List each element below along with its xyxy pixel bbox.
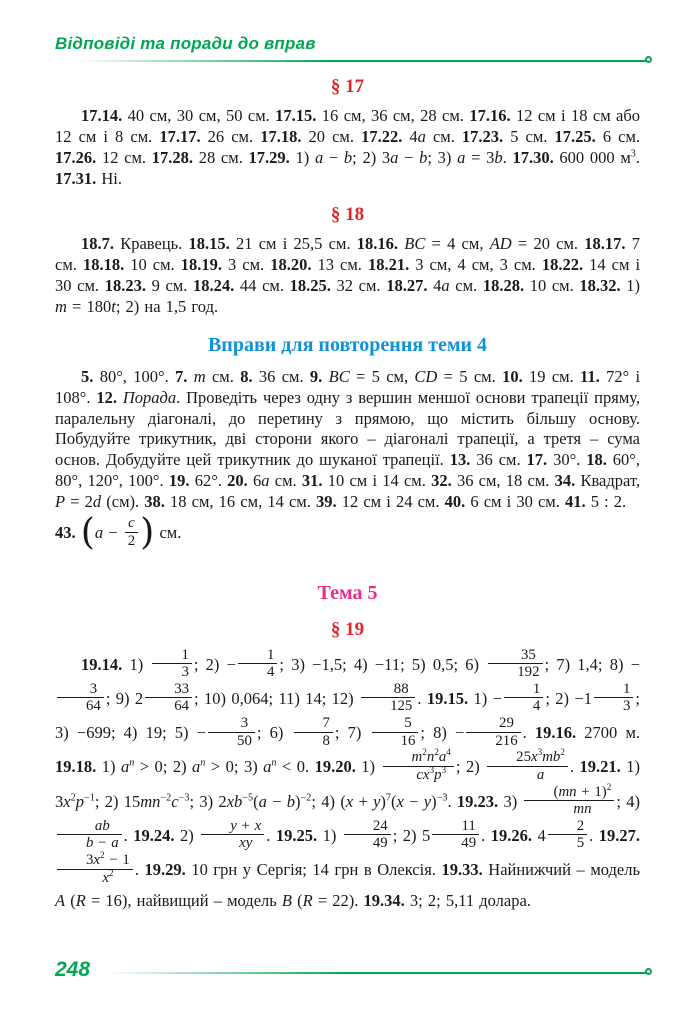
rule-end-circle-icon bbox=[645, 968, 652, 975]
section-heading-19: § 19 bbox=[330, 618, 365, 640]
theme5-heading: Тема 5 bbox=[317, 581, 378, 604]
running-head-title: Відповіді та поради до вправ bbox=[55, 34, 316, 53]
answers-paragraph-17: 17.14. 40 см, 30 см, 50 см. 17.15. 16 см, 36 см, 28 см. 17.16. 12 см і 18 см або 12 см і 8 см. 17.17. 26 см. 17.18. 20 см. 17.22. 4a см. 17.23. 5 см. 17.25. 6 см. 17.26. 12 см. 17.28. 28 см. 17.29. 1) a − b; 2) 3a − b; 3) a = 3b. 17.30. 600 000 $м^3$. 17.31. Ні. bbox=[55, 106, 641, 188]
page-number: 248 bbox=[55, 958, 91, 981]
page-footer bbox=[55, 958, 640, 1030]
section-heading-17: § 17 bbox=[330, 76, 365, 97]
page-content bbox=[55, 62, 640, 915]
answers-paragraph-19: 19.14. 1) $\frac{1}{3}$ ; 2) − $\frac{1}{4}$ ; 3) −1,5; 4) −11; 5) 0,5; 6) $\frac{35}{192}$ ; 7) 1,4; 8) − $\frac{3}{64}$ ; 9) 2 $\frac{33}{64}$ ; 10) 0,064; 11) 14; 12) $\frac{88}{125}$ . 19.15. 1) − $\frac{1}{4}$ ; 2) −1 $\frac{1}{3}$ ; 3) −699; 4) 19; 5) − $\frac{3}{50}$ ; 6) $\frac{7}{8}$ ; 7) $\frac{5}{16}$ ; 8) − $\frac{29}{216}$ . 19.16. 2700 м. 19.18. 1) $a^n > 0$; 2) $a^n > 0$; 3) $a^n < 0$. 19.20. 1) $\frac{m^2n^2a^4}{cx^3p^3}$ ; 2) $\frac{25x^3mb^2}{a}$ . 19.21. 1) $3x^2p^{-1}$; 2) $15mn^{-2}c^{-3}$; 3) $2xb^{-5}(a - b)^{-2}$; 4) $(x + y)^7(x - y)^{-3}$. 19.23. 3) $\frac{(mn + 1)^2}{mn}$ ; 4) $\frac{ab}{b - a}$ . 19.24. 2) $\frac{y + x}{xy}$ . 19.25. 1) $\frac{24}{49}$ ; 2) 5 $\frac{11}{49}$ . 19.26. 4 $\frac{2}{5}$ . 19.27. $\frac{3x^2 - 1}{x^2}$ . 19.29. 10 грн у Сергія; 14 грн в Олексія. 19.33. Найнижчий – модель A (R = 16), найвищий – модель B (R = 22). 19.34. 3; 2; 5,11 долара. bbox=[55, 646, 641, 911]
answers-paragraph-review4: 5. 80°, 100°. 7. m см. 8. 36 см. 9. BC = 5 см, CD = 5 см. 10. 19 см. 11. 72° і 108°. 12. Порада. Проведіть через одну з вершин меншої основи трапеції пряму, паралельну діагоналі, до перетину з прямою, що містить більшу основу. Побудуйте трикутник, дві сторони якого – діагоналі трапеції, а третя – сума основ. Добудуйте цей трикутник до шуканої трапеції. 13. 36 см. 17. 30°. 18. 60°, 80°, 120°, 100°. 19. 62°. 20. 6a см. 31. 10 см і 14 см. 32. 36 см, 18 см. 34. Квадрат, P = 2d (см). 38. 18 см, 16 см, 14 см. 39. 12 см і 24 см. 40. 6 см і 30 см. 41. 5 : 2. bbox=[55, 366, 641, 512]
page-header bbox=[55, 34, 640, 62]
footer-rule bbox=[106, 972, 648, 974]
section-heading-18: § 18 bbox=[330, 203, 365, 225]
answers-paragraph-18: 18.7. Кравець. 18.15. 21 см і 25,5 см. 18.16. BC = 4 см, AD = 20 см. 18.17. 7 см. 18.18. 10 см. 18.19. 3 см. 18.20. 13 см. 18.21. 3 см, 4 см, 3 см. 18.22. 14 см і 30 см. 18.23. 9 см. 18.24. 44 см. 18.25. 32 см. 18.27. 4a см. 18.28. 10 см. 18.32. 1) m = 180t; 2) на 1,5 год. bbox=[55, 233, 641, 316]
header-rule bbox=[75, 60, 648, 62]
answer-43-formula: 43. (a − $\frac{c}{2}$ ) см. bbox=[55, 510, 182, 554]
review-theme4-heading: Вправи для повторення теми 4 bbox=[207, 333, 488, 356]
rule-end-circle-icon bbox=[645, 56, 652, 63]
